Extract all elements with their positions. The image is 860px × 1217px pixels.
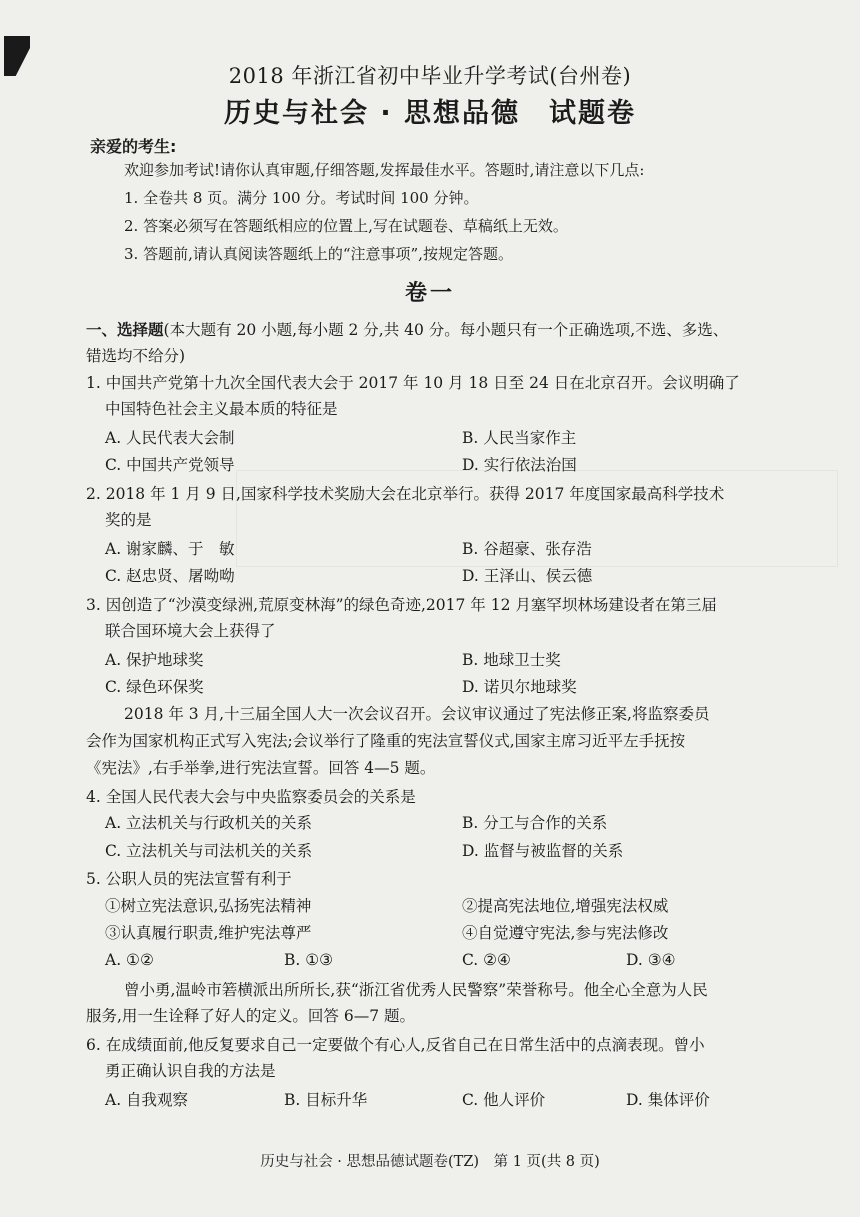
q6-stem-cont: 勇正确认识自我的方法是 (105, 1062, 276, 1080)
q1-option-b: B. 人民当家作主 (462, 429, 577, 447)
choice-section-heading (86, 320, 728, 340)
q3-stem: 3. 因创造了“沙漠变绿洲,荒原变林海”的绿色奇迹,2017 年 12 月塞罕坝林场建设者在第三届 (86, 596, 717, 614)
q1-option-d: D. 实行依法治国 (462, 456, 577, 474)
q3-option-d: D. 诺贝尔地球奖 (462, 678, 577, 696)
q1-option-a: A. 人民代表大会制 (105, 429, 235, 447)
q5-stem: 5. 公职人员的宪法宣誓有利于 (86, 870, 292, 888)
q5-option-b: B. ①③ (284, 951, 334, 969)
q2-stem: 2. 2018 年 1 月 9 日,国家科学技术奖励大会在北京举行。获得 2017 年度国家最高科学技术 (86, 485, 725, 503)
q1-stem: 1. 中国共产党第十九次全国代表大会于 2017 年 10 月 18 日至 24 日在北京召开。会议明确了 (86, 374, 740, 392)
material-6-7-line-1: 曾小勇,温岭市箬横派出所所长,获“浙江省优秀人民警察”荣誉称号。他全心全意为人民 (124, 981, 708, 999)
q2-option-c: C. 赵忠贤、屠呦呦 (105, 567, 235, 585)
q6-option-c: C. 他人评价 (462, 1091, 546, 1109)
intro-text: 欢迎参加考试!请你认真审题,仔细答题,发挥最佳水平。答题时,请注意以下几点: (124, 161, 645, 179)
material-4-5-line-2: 会作为国家机构正式写入宪法;会议举行了隆重的宪法宣誓仪式,国家主席习近平左手抚按 (86, 732, 686, 750)
q2-stem-cont: 奖的是 (105, 511, 152, 529)
q4-option-c: C. 立法机关与司法机关的关系 (105, 842, 313, 860)
q5-statement-3: ③认真履行职责,维护宪法尊严 (105, 924, 312, 942)
choice-section-rule: (本大题有 20 小题,每小题 2 分,共 40 分。每小题只有一个正确选项,不选、多选、 (163, 321, 729, 339)
q5-statement-4: ④自觉遵守宪法,参与宪法修改 (462, 924, 669, 942)
q5-option-a: A. ①② (105, 951, 154, 969)
q4-option-d: D. 监督与被监督的关系 (462, 842, 624, 860)
choice-section-label: 一、选择题 (86, 321, 164, 339)
q6-stem: 6. 在成绩面前,他反复要求自己一定要做个有心人,反省自己在日常生活中的点滴表现。曾小 (86, 1036, 705, 1054)
q3-option-b: B. 地球卫士奖 (462, 651, 561, 669)
q5-statement-1: ①树立宪法意识,弘扬宪法精神 (105, 897, 312, 915)
q5-option-d: D. ③④ (626, 951, 676, 969)
q4-option-a: A. 立法机关与行政机关的关系 (105, 814, 313, 832)
q2-option-a: A. 谢家麟、于 敏 (105, 540, 235, 558)
q5-statement-2: ②提高宪法地位,增强宪法权威 (462, 897, 669, 915)
q5-option-c: C. ②④ (462, 951, 511, 969)
q4-option-b: B. 分工与合作的关系 (462, 814, 608, 832)
q2-option-b: B. 谷超豪、张存浩 (462, 540, 592, 558)
section-title: 卷一 (404, 281, 455, 306)
q2-option-d: D. 王泽山、侯云德 (462, 567, 593, 585)
material-4-5-line-1: 2018 年 3 月,十三届全国人大一次会议召开。会议审议通过了宪法修正案,将监察委员 (124, 705, 710, 723)
material-6-7-line-2: 服务,用一生诠释了好人的定义。回答 6—7 题。 (86, 1007, 416, 1025)
notice-1: 1. 全卷共 8 页。满分 100 分。考试时间 100 分钟。 (124, 189, 479, 207)
q6-option-b: B. 目标升华 (284, 1091, 368, 1109)
q6-option-a: A. 自我观察 (105, 1091, 189, 1109)
choice-section-rule-cont: 错选均不给分) (86, 347, 186, 365)
material-4-5-line-3: 《宪法》,右手举拳,进行宪法宣誓。回答 4—5 题。 (86, 759, 436, 777)
page-footer: 历史与社会 · 思想品德试题卷(TZ) 第 1 页(共 8 页) (260, 1154, 600, 1170)
paper-title: 历史与社会 · 思想品德 试题卷 (223, 98, 637, 129)
q1-stem-cont: 中国特色社会主义最本质的特征是 (105, 400, 338, 418)
notice-3: 3. 答题前,请认真阅读答题纸上的“注意事项”,按规定答题。 (124, 245, 513, 263)
greeting: 亲爱的考生: (90, 137, 177, 156)
q4-stem: 4. 全国人民代表大会与中央监察委员会的关系是 (86, 788, 416, 806)
q6-option-d: D. 集体评价 (626, 1091, 710, 1109)
notice-2: 2. 答案必须写在答题纸相应的位置上,写在试题卷、草稿纸上无效。 (124, 217, 568, 235)
q3-option-a: A. 保护地球奖 (105, 651, 204, 669)
q1-option-c: C. 中国共产党领导 (105, 456, 235, 474)
q3-stem-cont: 联合国环境大会上获得了 (105, 622, 276, 640)
q3-option-c: C. 绿色环保奖 (105, 678, 204, 696)
exam-title: 2018 年浙江省初中毕业升学考试(台州卷) (228, 64, 632, 88)
